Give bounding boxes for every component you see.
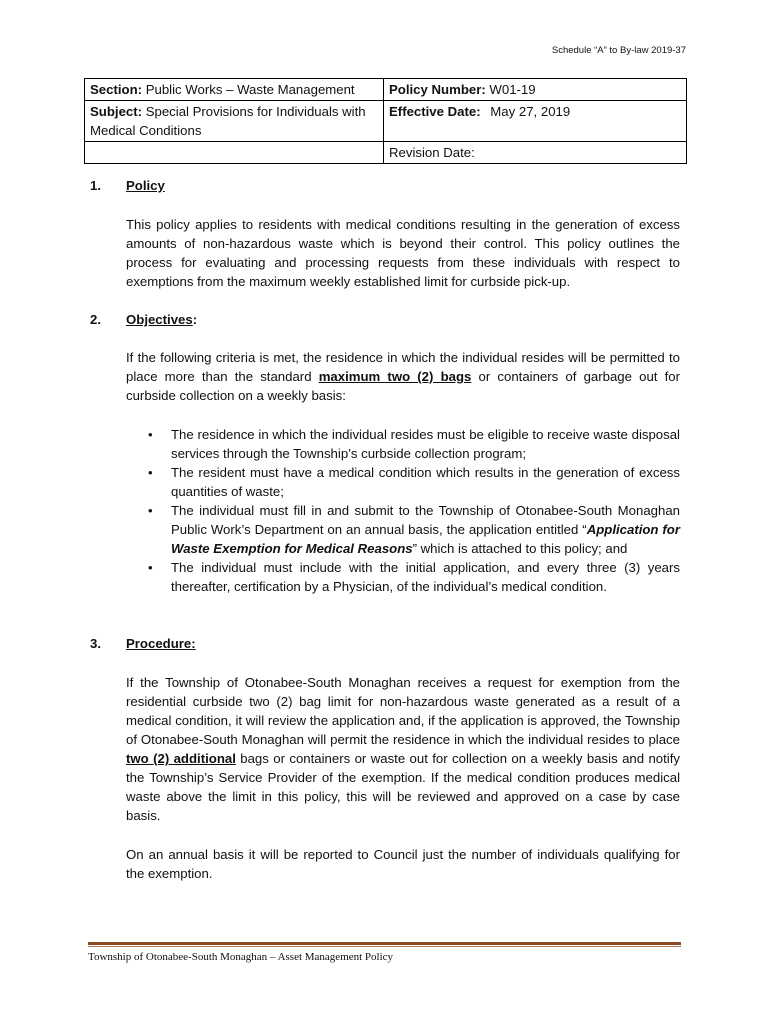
footer-text: Township of Otonabee-South Monaghan – Asset Management Policy (88, 951, 394, 963)
section-cell (85, 79, 384, 101)
procedure-text-b: bags or containers or waste out for collection on a weekly basis and notify the Township’s Service Provider of the exemption. If the medical condition produces medical waste above the limit in this policy, this will be reviewed and approved on a case by case basis. (126, 751, 680, 823)
bullet-icon: • (148, 560, 153, 575)
empty-cell (85, 142, 384, 164)
subject-label: Subject: (90, 104, 143, 119)
objectives-intro (126, 348, 680, 405)
criterion-3-b: ” which is attached to this policy; and (412, 541, 628, 556)
list-item (126, 501, 680, 558)
section-1-title: Policy (126, 178, 165, 193)
procedure-bold: two (2) additional (126, 751, 236, 766)
subject-cell (85, 101, 384, 142)
revision-date-label: Revision Date: (389, 145, 475, 160)
list-item (126, 558, 680, 596)
policy-number-value: W01-19 (489, 82, 536, 97)
section-3-number: 3. (90, 636, 101, 651)
list-item (126, 425, 680, 463)
section-2-heading (126, 312, 197, 327)
policy-number-label: Policy Number: (389, 82, 486, 97)
intro-text-b: or containers of garbage out for curbside collection on a weekly basis: (126, 369, 681, 403)
criterion-3-a: The individual must fill in and submit to the Township of Otonabee-South Monaghan Public Work’s Department on an annual basis, the application entitled “ (171, 503, 680, 537)
bullet-icon: • (148, 503, 153, 518)
procedure-text-a: If the Township of Otonabee-South Monaghan receives a request for exemption from the residential curbside two (2) bag limit for non-hazardous waste generated as a result of a medical condition, it will review the application and, if the application is approved, the Township of Otonabee-South Monaghan will permit the residence in which the individual resides to place (126, 675, 680, 747)
section-1-number: 1. (90, 178, 101, 193)
annual-report-paragraph: On an annual basis it will be reported to Council just the number of individuals qualifying for the exemption. (126, 847, 680, 881)
effective-date-label: Effective Date: (389, 104, 481, 119)
section-label: Section: (90, 82, 143, 97)
list-item (126, 463, 680, 501)
bullet-icon: • (148, 427, 153, 442)
subject-value: Special Provisions for Individuals with Medical Conditions (90, 104, 366, 138)
section-value: Public Works – Waste Management (145, 82, 355, 97)
section-2-colon: : (192, 312, 198, 327)
intro-text-a: If the following criteria is met, the residence in which the individual resides will be permitted to place more than the standard (126, 350, 680, 384)
schedule-header: Schedule “A” to By-law 2019-37 (551, 45, 686, 56)
criterion-2: The resident must have a medical condition which results in the generation of excess quantities of waste; (171, 465, 680, 499)
criterion-4: The individual must include with the initial application, and every three (3) years thereafter, certification by a Physician, of the individual’s medical condition. (171, 560, 680, 594)
policy-paragraph: This policy applies to residents with medical conditions resulting in the generation of excess amounts of non-hazardous waste which is beyond their control. This policy outlines the process for evaluating and processing requests from these individuals with respect to exemptions from the maximum weekly established limit for curbside pick-up. (126, 217, 680, 289)
section-2-title: Objectives (126, 312, 193, 327)
procedure-paragraph (126, 673, 680, 825)
footer-rule-thin (88, 946, 681, 947)
effective-date-value: May 27, 2019 (490, 104, 571, 119)
criterion-3-application-name: Application for Waste Exemption for Medical Reasons (171, 522, 680, 556)
criteria-list (126, 425, 680, 596)
revision-date-cell (384, 142, 687, 164)
effective-date-cell (384, 101, 687, 142)
criterion-1: The residence in which the individual resides must be eligible to receive waste disposal services through the Township’s curbside collection program; (171, 427, 680, 461)
bullet-icon: • (148, 465, 153, 480)
footer-rule (88, 942, 681, 945)
intro-bold: maximum two (2) bags (318, 369, 472, 384)
section-2-number: 2. (90, 312, 101, 327)
policy-info-table (84, 78, 687, 164)
policy-number-cell (384, 79, 687, 101)
section-3-title: Procedure: (126, 636, 196, 651)
